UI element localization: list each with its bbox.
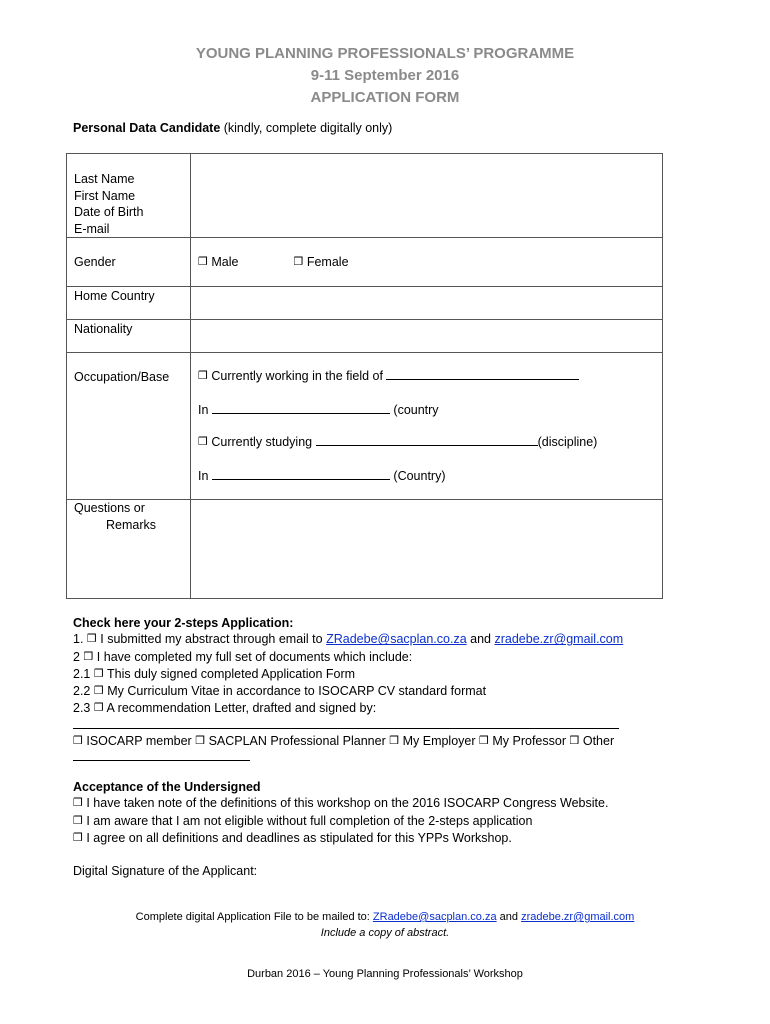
acceptance-text: I agree on all definitions and deadlines as stipulated for this YPPs Workshop. (86, 830, 512, 845)
checkbox-icon[interactable]: ❒ (389, 733, 400, 747)
footer-email-link-gmail[interactable]: zradebe.zr@gmail.com (521, 911, 635, 923)
email-link-zradebe-gmail[interactable]: zradebe.zr@gmail.com (494, 632, 624, 647)
checkbox-icon[interactable]: ❒ (93, 701, 104, 715)
gender-male-option[interactable] (198, 255, 290, 269)
checkbox-icon[interactable]: ❒ (93, 666, 104, 680)
other-blank[interactable] (73, 750, 250, 761)
step-2-3 (73, 700, 693, 717)
country-label: (Country) (393, 468, 446, 483)
abstract-note: Include a copy of abstract. (320, 927, 450, 939)
footer-email-link-sacplan[interactable]: ZRadebe@sacplan.co.za (372, 911, 497, 923)
last-name-label: Last Name (74, 172, 135, 186)
form-subtitle: APPLICATION FORM (310, 89, 460, 106)
nationality-field[interactable] (191, 320, 663, 353)
date-of-birth-label: Date of Birth (74, 205, 144, 219)
gender-label: Gender (67, 238, 191, 287)
checkbox-icon[interactable]: ❒ (83, 649, 94, 663)
intro-note: (kindly, complete digitally only) (220, 121, 393, 135)
questions-field[interactable] (191, 500, 663, 599)
working-row (198, 360, 655, 394)
acceptance-heading: Acceptance of the Undersigned (73, 780, 261, 795)
and-text: and (470, 632, 491, 647)
working-country-blank[interactable] (212, 402, 390, 414)
step-number: 2 (73, 649, 80, 664)
step-number: 2.2 (73, 684, 91, 699)
mailing-line (0, 909, 770, 925)
step-number: 2.1 (73, 666, 91, 681)
studying-country-row (198, 460, 655, 493)
mailing-text: Complete digital Application File to be mailed to: (135, 911, 370, 923)
checkbox-icon: ❒ (293, 255, 304, 268)
option-other: Other (582, 733, 615, 748)
checkbox-icon[interactable]: ❒ (198, 369, 208, 382)
male-label: Male (211, 255, 239, 269)
checkbox-icon[interactable]: ❒ (195, 733, 206, 747)
personal-data-intro (73, 121, 392, 135)
questions-label: Questions or (74, 501, 145, 515)
step-2 (73, 649, 693, 666)
acceptance-text: I am aware that I am not eligible without full completion of the 2-steps application (86, 813, 533, 828)
home-country-field[interactable] (191, 287, 663, 320)
checkbox-icon[interactable]: ❒ (73, 796, 83, 810)
checkbox-icon: ❒ (198, 255, 208, 268)
step-number: 2.3 (73, 701, 91, 716)
recommender-options (73, 733, 693, 750)
checkbox-icon[interactable]: ❒ (86, 632, 97, 646)
recommendation-blank[interactable] (73, 718, 619, 729)
nationality-label: Nationality (67, 320, 191, 353)
step-number: 1. (73, 632, 84, 647)
personal-data-field[interactable] (191, 154, 663, 238)
occupation-label: Occupation/Base (67, 353, 191, 500)
acceptance-2 (73, 813, 693, 830)
first-name-label: First Name (74, 188, 136, 203)
studying-label: Currently studying (211, 435, 313, 449)
acceptance-text: I have taken note of the definitions of this workshop on the 2016 ISOCARP Congress Website. (86, 796, 609, 811)
checkbox-icon[interactable]: ❒ (198, 435, 208, 448)
signature-label: Digital Signature of the Applicant: (73, 864, 258, 879)
option-isocarp-member: ISOCARP member (86, 733, 192, 748)
steps-heading: Check here your 2-steps Application: (73, 616, 294, 630)
option-professor: My Professor (492, 733, 567, 748)
step-text: This duly signed completed Application Form (107, 666, 356, 681)
discipline-label: (discipline) (537, 435, 598, 449)
acceptance-3 (73, 830, 693, 847)
working-label: Currently working in the field of (211, 369, 383, 383)
studying-country-blank[interactable] (212, 468, 390, 480)
working-field-blank[interactable] (386, 368, 579, 380)
checkbox-icon[interactable]: ❒ (93, 684, 104, 698)
step-text: I submitted my abstract through email to (100, 632, 323, 647)
page-footer: Durban 2016 – Young Planning Professionals’ Workshop (247, 968, 523, 980)
occupation-cell (191, 353, 663, 500)
working-country-row (198, 394, 655, 427)
home-country-label: Home Country (67, 287, 191, 320)
country-label: (country (393, 402, 439, 417)
step-text: A recommendation Letter, drafted and signed by: (106, 701, 377, 716)
gender-female-option[interactable] (293, 255, 348, 269)
step-text: My Curriculum Vitae in accordance to ISOCARP CV standard format (107, 684, 487, 699)
form-dates: 9-11 September 2016 (310, 67, 460, 84)
option-employer: My Employer (402, 733, 476, 748)
checkbox-icon[interactable]: ❒ (73, 830, 83, 844)
personal-data-table (66, 153, 663, 599)
remarks-label: Remarks (106, 517, 157, 532)
questions-label-cell (67, 500, 191, 599)
application-steps (73, 615, 693, 880)
form-title: YOUNG PLANNING PROFESSIONALS’ PROGRAMME (195, 45, 575, 62)
female-label: Female (306, 255, 349, 269)
personal-labels-cell (67, 154, 191, 238)
option-sacplan-planner: SACPLAN Professional Planner (208, 733, 386, 748)
step-text: I have completed my full set of documents which include: (96, 649, 413, 664)
checkbox-icon[interactable]: ❒ (73, 733, 83, 747)
discipline-blank[interactable] (316, 434, 538, 446)
checkbox-icon[interactable]: ❒ (73, 813, 83, 827)
studying-row (198, 426, 655, 460)
checkbox-icon[interactable]: ❒ (479, 733, 489, 747)
spacer (73, 765, 693, 779)
acceptance-1 (73, 795, 693, 812)
intro-bold: Personal Data Candidate (73, 121, 221, 135)
step-2-2 (73, 683, 693, 700)
gender-options (191, 238, 663, 287)
email-label: E-mail (74, 221, 110, 236)
email-link-zradebe-sacplan[interactable]: ZRadebe@sacplan.co.za (326, 632, 467, 647)
and-text: and (499, 911, 519, 923)
in-label: In (198, 468, 209, 483)
step-2-1 (73, 666, 693, 683)
mailing-instructions (0, 909, 770, 941)
step-1 (73, 631, 693, 648)
in-label: In (198, 402, 209, 417)
spacer (73, 847, 693, 863)
checkbox-icon[interactable]: ❒ (569, 733, 580, 747)
